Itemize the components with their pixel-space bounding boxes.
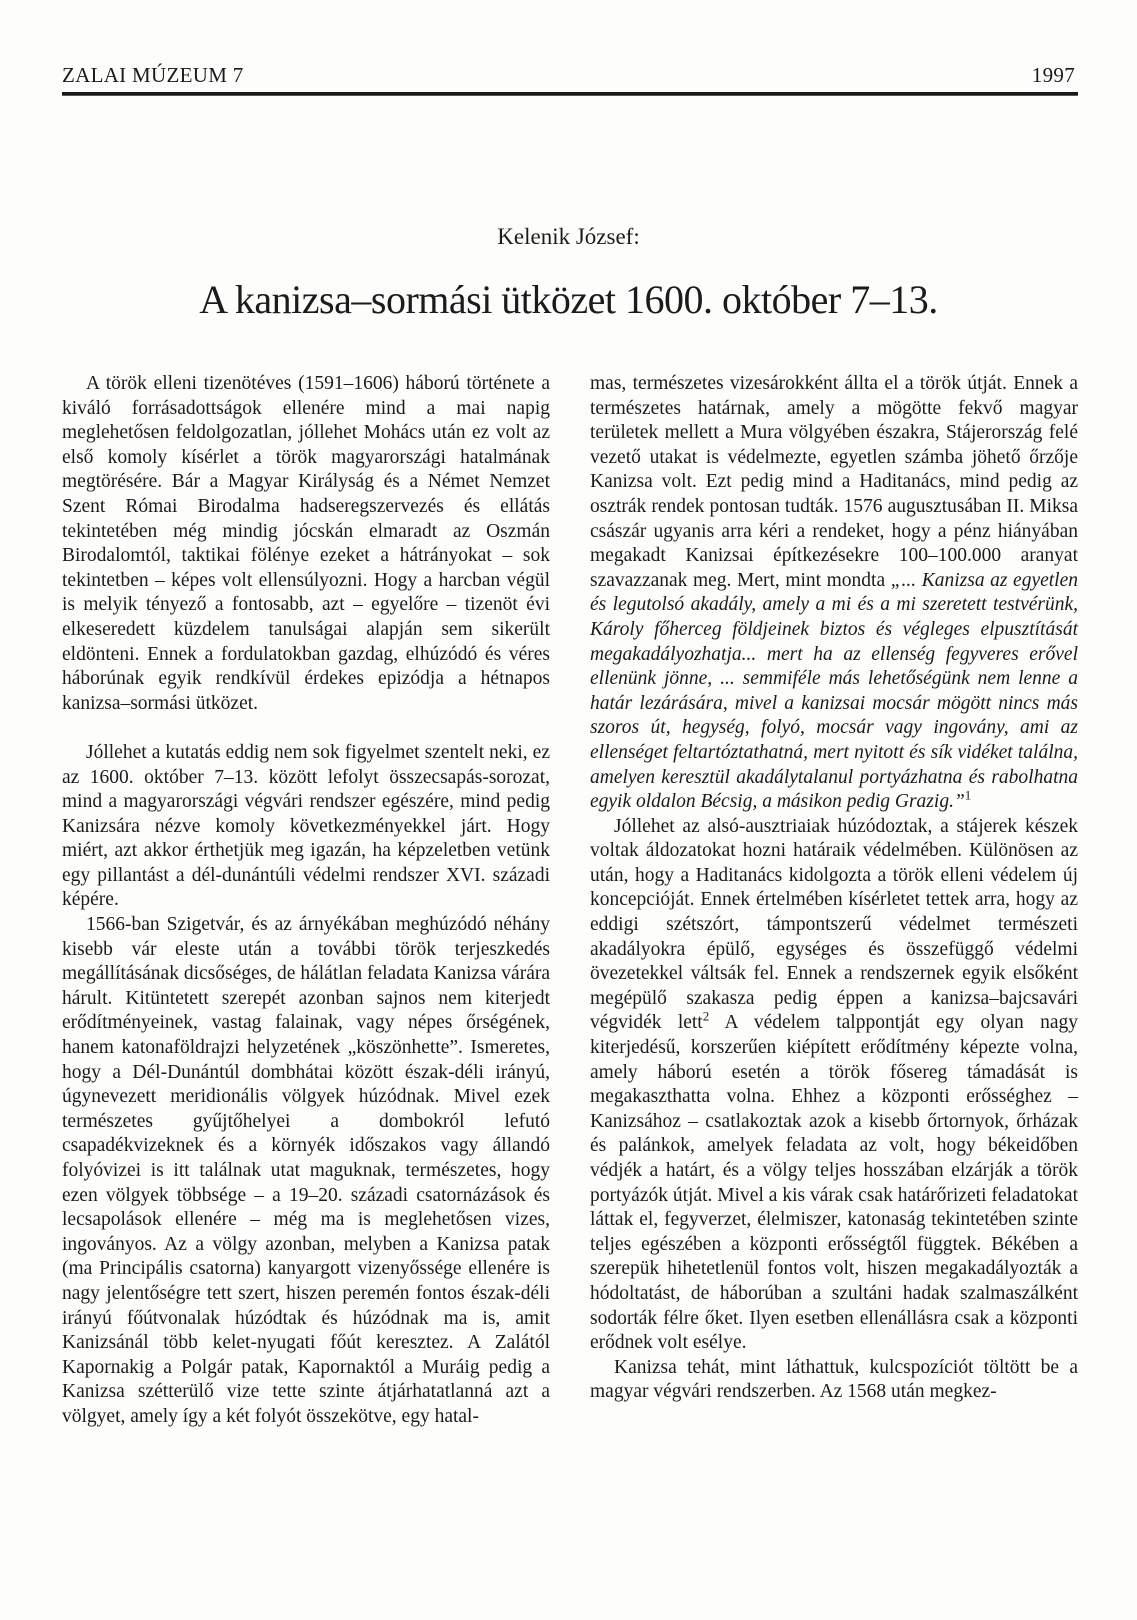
header-rule (62, 92, 1078, 96)
paragraph (590, 815, 1078, 1356)
paragraph: 1566-ban Szigetvár, és az árnyékában meghúzódó néhány kisebb vár eleste után a további török terjeszkedés megállításának dicsőséges, de hálátlan feladata Kanizsa várára hárult. Kitüntetett szerepét azonban sajnos nem kiterjedt erődítményeinek, vastag falainak, vagy népes őrségének, hanem katonaföldrajzi helyzetének „köszönhette”. Ismeretes, hogy a Dél-Dunántúl dombhátai között észak-déli irányú, úgynevezett meridionális völgyek húzódnak. Mivel ezek természetes gyűjtőhelyei a dombokról lefutó csapadékvizeknek és a környék időszakos vagy állandó folyóvizei is itt találnak utat maguknak, természetes, hogy ezen völgyek többsége – a 19–20. századi csatornázások és lecsapolások ellenére – még ma is meglehetősen vizes, ingoványos. Az a völgy azonban, melyben a Kanizsa patak (ma Principális csatorna) kanyargott vizenyőssége ellenére is nagy jelentőségre tett szert, hiszen peremén fontos észak-déli irányú főútvonalak húzódtak és húzódnak ma is, amit Kanizsánál több kelet-nyugati főút keresztez. A Zalától Kapornakig a Polgár patak, Kapornaktól a Muráig pedig a Kanizsa szétterülő vize tette szinte átjárhatatlanná azt a völgyet, amely így a két folyót összekötve, egy hatal- (62, 914, 550, 1427)
left-column (62, 372, 550, 1430)
paragraph-text: Jóllehet az alsó-ausztriaiak húzódoztak, a stájerek készek voltak áldozatokat hozni határaik védelmében. Különösen az után, hogy a Haditanács kidolgozta a török elleni védelem új koncepcióját. Ennek értelmében kísérletet tettek arra, hogy az eddigi szétszórt, támpontszerű védelmet természeti akadályokra épülő, egységes és összefüggő védelmi övezetekkel váltsák fel. Ennek a rendszernek egyik elsőként megépülő szakasza pedig éppen a kanizsa–bajcsavári végvidék lett (590, 815, 1078, 1034)
article-author: Kelenik József: (497, 224, 640, 249)
page-year: 1997 (1031, 63, 1075, 87)
paragraph-text: A védelem talppontját egy olyan nagy kiterjedésű, korszerűen kiépített erődítmény képezte volna, amely háború esetén a török fősereg támadását is megakaszthatta volna. Ehhez a központi erősséghez – Kanizsához – csatlakoztak azok a kisebb őrtornyok, őrházak és palánkok, amelyek feladata az volt, hogy békeidőben védjék a határt, és a völgy teljes hosszában elzárják a török portyázók útját. Mivel a kis várak csak határőrizeti feladatokat láttak el, fegyverzet, élelmiszer, katonaság tekintetében szinte teljes egészében a központi erősségtől függtek. Békében a szerepük hihetetlenül fontos volt, hiszen megakadályozták a hódoltatást, de háborúban a szultáni hadak szalmaszálként sodorták félre őket. Ilyen esetben ellenállásra csak a központi erődnek volt esélye. (590, 1012, 1079, 1354)
paragraph: Jóllehet a kutatás eddig nem sok figyelmet szentelt neki, ez az 1600. október 7–13. között lefolyt összecsapás-sorozat, mind a magyarországi végvári rendszer egészére, mind pedig Kanizsára nézve komoly következményekkel járt. Hogy miért, azt akkor érthetjük meg igazán, ha képzeletben vetünk egy pillantást a dél-dunántúli védelmi rendszer XVI. századi képére. (62, 741, 550, 911)
paragraph-text: mas, természetes vizesárokként állta el a török útját. Ennek a természetes határnak, amely a mögötte fekvő magyar területek mellett a Mura völgyében északra, Stájerország felé vezető utakat is védelmezte, egyetlen számba jöhető őrzője Kanizsa volt. Ezt pedig mind a Haditanács, mind pedig az osztrák rendek pontosan tudták. 1576 augusztusában II. Miksa császár ugyanis arra kéri a rendeket, hogy a pénz hiányában megakadt Kanizsai építkezésekre 100–100.000 aranyat szavazzanak meg. Mert, mint mondta (590, 373, 1078, 591)
paragraph: A török elleni tizenötéves (1591–1606) háború története a kiváló forrásadottságok ellenére mind a mai napig meglehetősen feldolgozatlan, jóllehet Mohács után ez volt az első komoly kísérlet a török magyarországi hatalmának megtörésére. Bár a Magyar Királyság és a Német Nemzet Szent Római Birodalma hadseregszervezés és ellátás tekintetében még mindig jócskán elmaradt az Oszmán Birodalomtól, taktikai fölénye ezeket a hátrányokat – sok tekintetben – képes volt ellensúlyozni. Hogy a harcban végül is melyik tényező a fontosabb, azt – egyelőre – tizenöt évi elkeseredett küzdelem tanulságai alapján sem sikerült eldönteni. Ennek a fordulatokban gazdag, elhúzódó és véres háborúnak egyik rendkívül érdekes epizódja a hétnapos kanizsa–sormási ütközet. (62, 373, 550, 714)
footnote-ref-1: 1 (964, 787, 972, 803)
right-column (590, 372, 1078, 1430)
paragraph-continuation (590, 372, 1078, 815)
article-title: A kanizsa–sormási ütközet 1600. október 7–13. (199, 277, 938, 322)
quotation-italic: „... Kanizsa az egyetlen és legutolsó akadály, amely a mi és a mi szeretett testvérünk, Károly főherceg földjeinek biztos és végleges elpusztítását megakadályozhatja... mert ha az ellenség fegyveres erővel ellenünk jönne, ... semmiféle más lehetőségünk nem lenne a határ lezárására, mivel a kanizsai mocsár mögött nincs más szoros út, hegység, folyó, mocsár vagy ingovány, ami az ellenséget feltartóztathatná, mert nyitott és sík vidéket találna, amelyen keresztül akadálytalanul portyázhatna és rabolhatna egyik oldalon Bécsig, a másikon pedig Grazig.” (590, 569, 1078, 813)
paragraph: Kanizsa tehát, mint láthattuk, kulcspozíciót töltött be a magyar végvári rendszerben. Az 1568 után megkez- (590, 1356, 1078, 1403)
journal-title: ZALAI MÚZEUM 7 (62, 63, 244, 87)
article-body (62, 372, 1078, 1430)
running-head (62, 63, 1075, 88)
footnote-ref-2: 2 (702, 1008, 710, 1024)
